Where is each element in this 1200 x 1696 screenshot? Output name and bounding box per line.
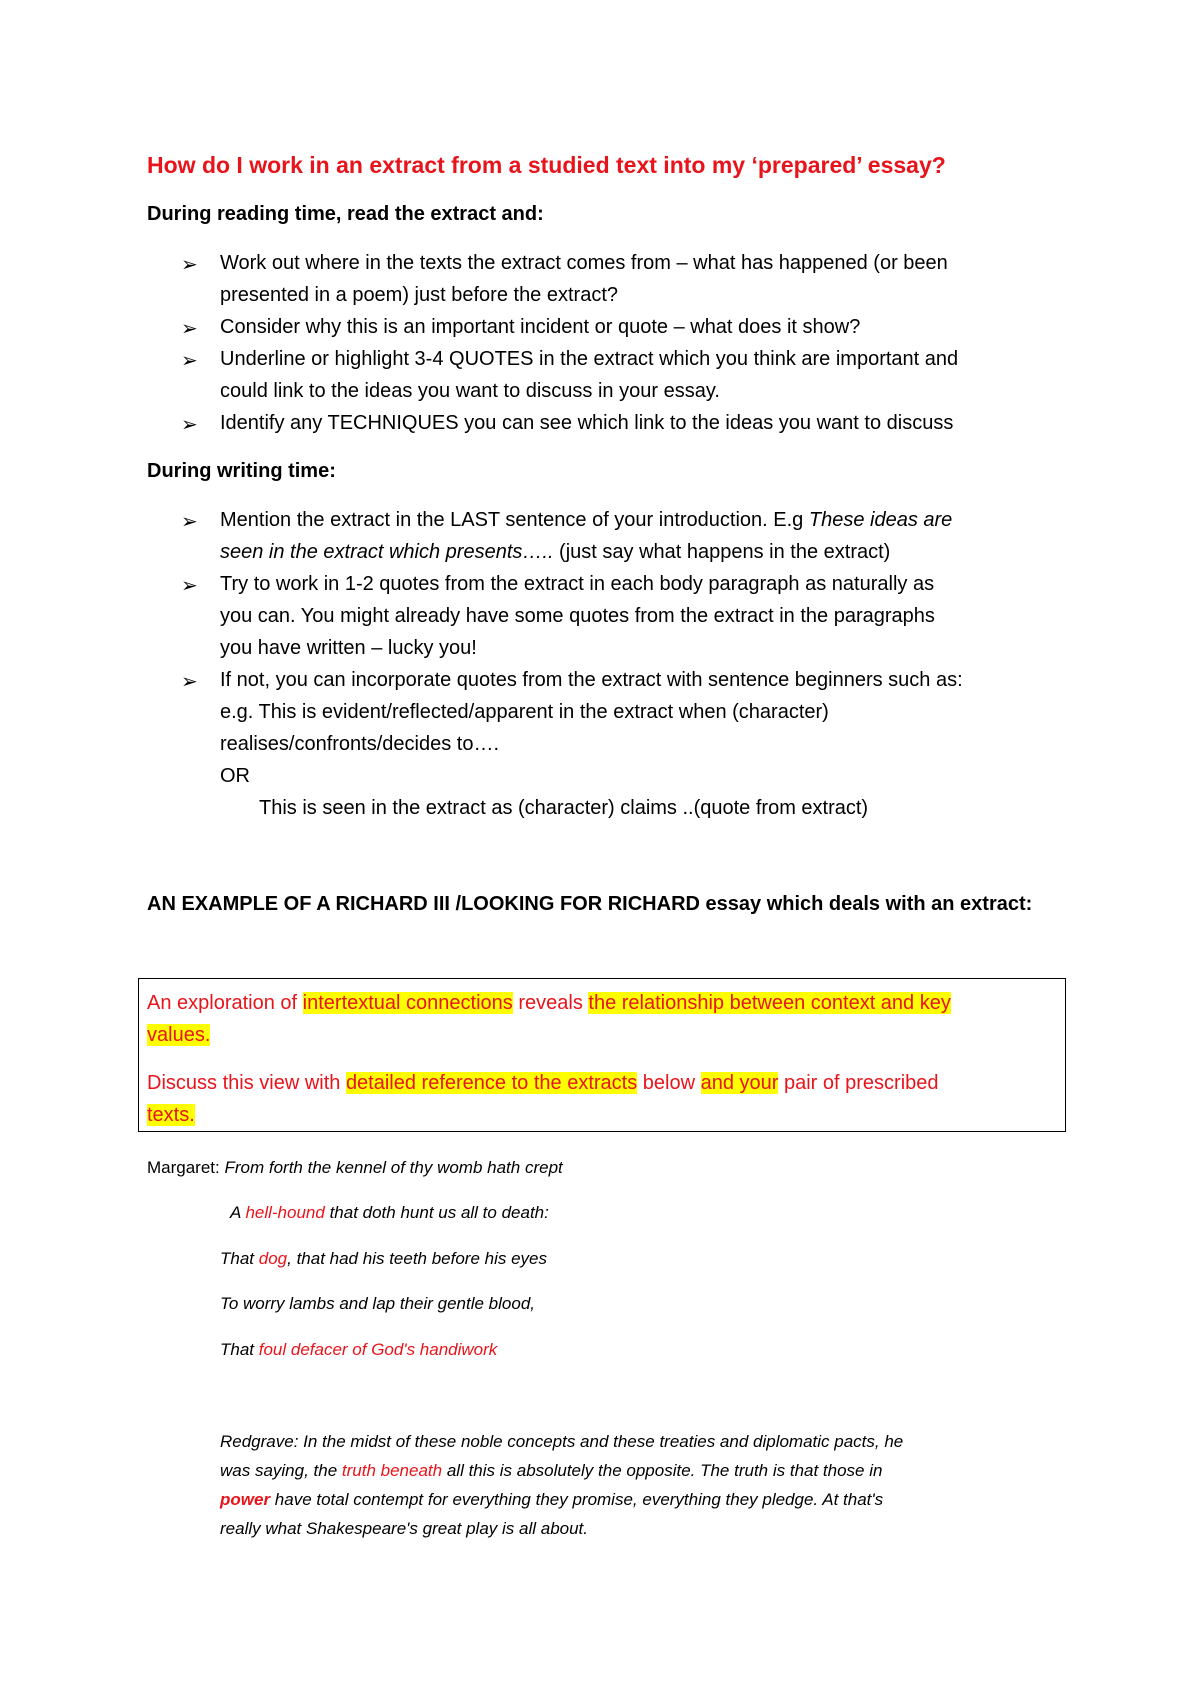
margaret-line-4: To worry lambs and lap their gentle blood, <box>220 1294 535 1313</box>
margaret-line-1: Margaret: From forth the kennel of thy womb hath crept <box>147 1158 563 1177</box>
reading-item-3-line-2: could link to the ideas you want to discuss in your essay. <box>220 380 720 402</box>
writing-item-3-line-1: If not, you can incorporate quotes from the extract with sentence beginners such as: <box>220 669 963 691</box>
writing-item-2-line-3: you have written – lucky you! <box>220 637 477 659</box>
question-line-4: texts. <box>147 1104 195 1126</box>
reading-heading: During reading time, read the extract and: <box>147 203 544 225</box>
bullet-arrow-icon: ➢ <box>181 671 198 693</box>
writing-or: OR <box>220 765 250 787</box>
bullet-arrow-icon: ➢ <box>181 414 198 436</box>
writing-item-1-line-2: seen in the extract which presents….. (just say what happens in the extract) <box>220 541 891 563</box>
bullet-arrow-icon: ➢ <box>181 511 198 533</box>
question-line-3: Discuss this view with detailed reference to the extracts below and your pair of prescribed <box>147 1072 939 1094</box>
bullet-arrow-icon: ➢ <box>181 254 198 276</box>
writing-item-2-line-1: Try to work in 1-2 quotes from the extract in each body paragraph as naturally as <box>220 573 935 595</box>
question-line-1: An exploration of intertextual connections reveals the relationship between context and key <box>147 992 951 1014</box>
bullet-arrow-icon: ➢ <box>181 318 198 340</box>
margaret-line-5: That foul defacer of God's handiwork <box>220 1340 498 1359</box>
writing-item-3-line-2: e.g. This is evident/reflected/apparent in the extract when (character) <box>220 701 829 723</box>
redgrave-line-4: really what Shakespeare's great play is all about. <box>220 1519 589 1538</box>
bullet-arrow-icon: ➢ <box>181 575 198 597</box>
reading-item-1-line-1: Work out where in the texts the extract comes from – what has happened (or been <box>220 252 948 274</box>
writing-item-1-line-1: Mention the extract in the LAST sentence of your introduction. E.g These ideas are <box>220 509 953 531</box>
reading-item-1-line-2: presented in a poem) just before the extract? <box>220 284 619 306</box>
margaret-line-3: That dog, that had his teeth before his eyes <box>220 1249 548 1268</box>
question-line-2: values. <box>147 1024 211 1046</box>
writing-item-3-line-3: realises/confronts/decides to…. <box>220 733 500 755</box>
bullet-arrow-icon: ➢ <box>181 350 198 372</box>
margaret-speaker: Margaret: <box>147 1158 220 1177</box>
redgrave-line-1: Redgrave: In the midst of these noble concepts and these treaties and diplomatic pacts, he <box>220 1432 904 1451</box>
redgrave-line-3: power have total contempt for everything they promise, everything they pledge. At that's <box>220 1490 884 1509</box>
reading-item-4: Identify any TECHNIQUES you can see which link to the ideas you want to discuss <box>220 412 954 434</box>
redgrave-line-2: was saying, the truth beneath all this is absolutely the opposite. The truth is that those in <box>220 1461 883 1480</box>
writing-example-line: This is seen in the extract as (character) claims ..(quote from extract) <box>259 797 869 819</box>
reading-item-3-line-1: Underline or highlight 3-4 QUOTES in the extract which you think are important and <box>220 348 959 370</box>
writing-heading: During writing time: <box>147 460 336 482</box>
example-heading: AN EXAMPLE OF A RICHARD III /LOOKING FOR RICHARD essay which deals with an extract: <box>147 893 1033 915</box>
margaret-line-2: A hell-hound that doth hunt us all to death: <box>230 1203 549 1222</box>
page-title: How do I work in an extract from a studied text into my ‘prepared’ essay? <box>147 152 946 178</box>
reading-item-2: Consider why this is an important incident or quote – what does it show? <box>220 316 861 338</box>
writing-item-2-line-2: you can. You might already have some quotes from the extract in the paragraphs <box>220 605 935 627</box>
